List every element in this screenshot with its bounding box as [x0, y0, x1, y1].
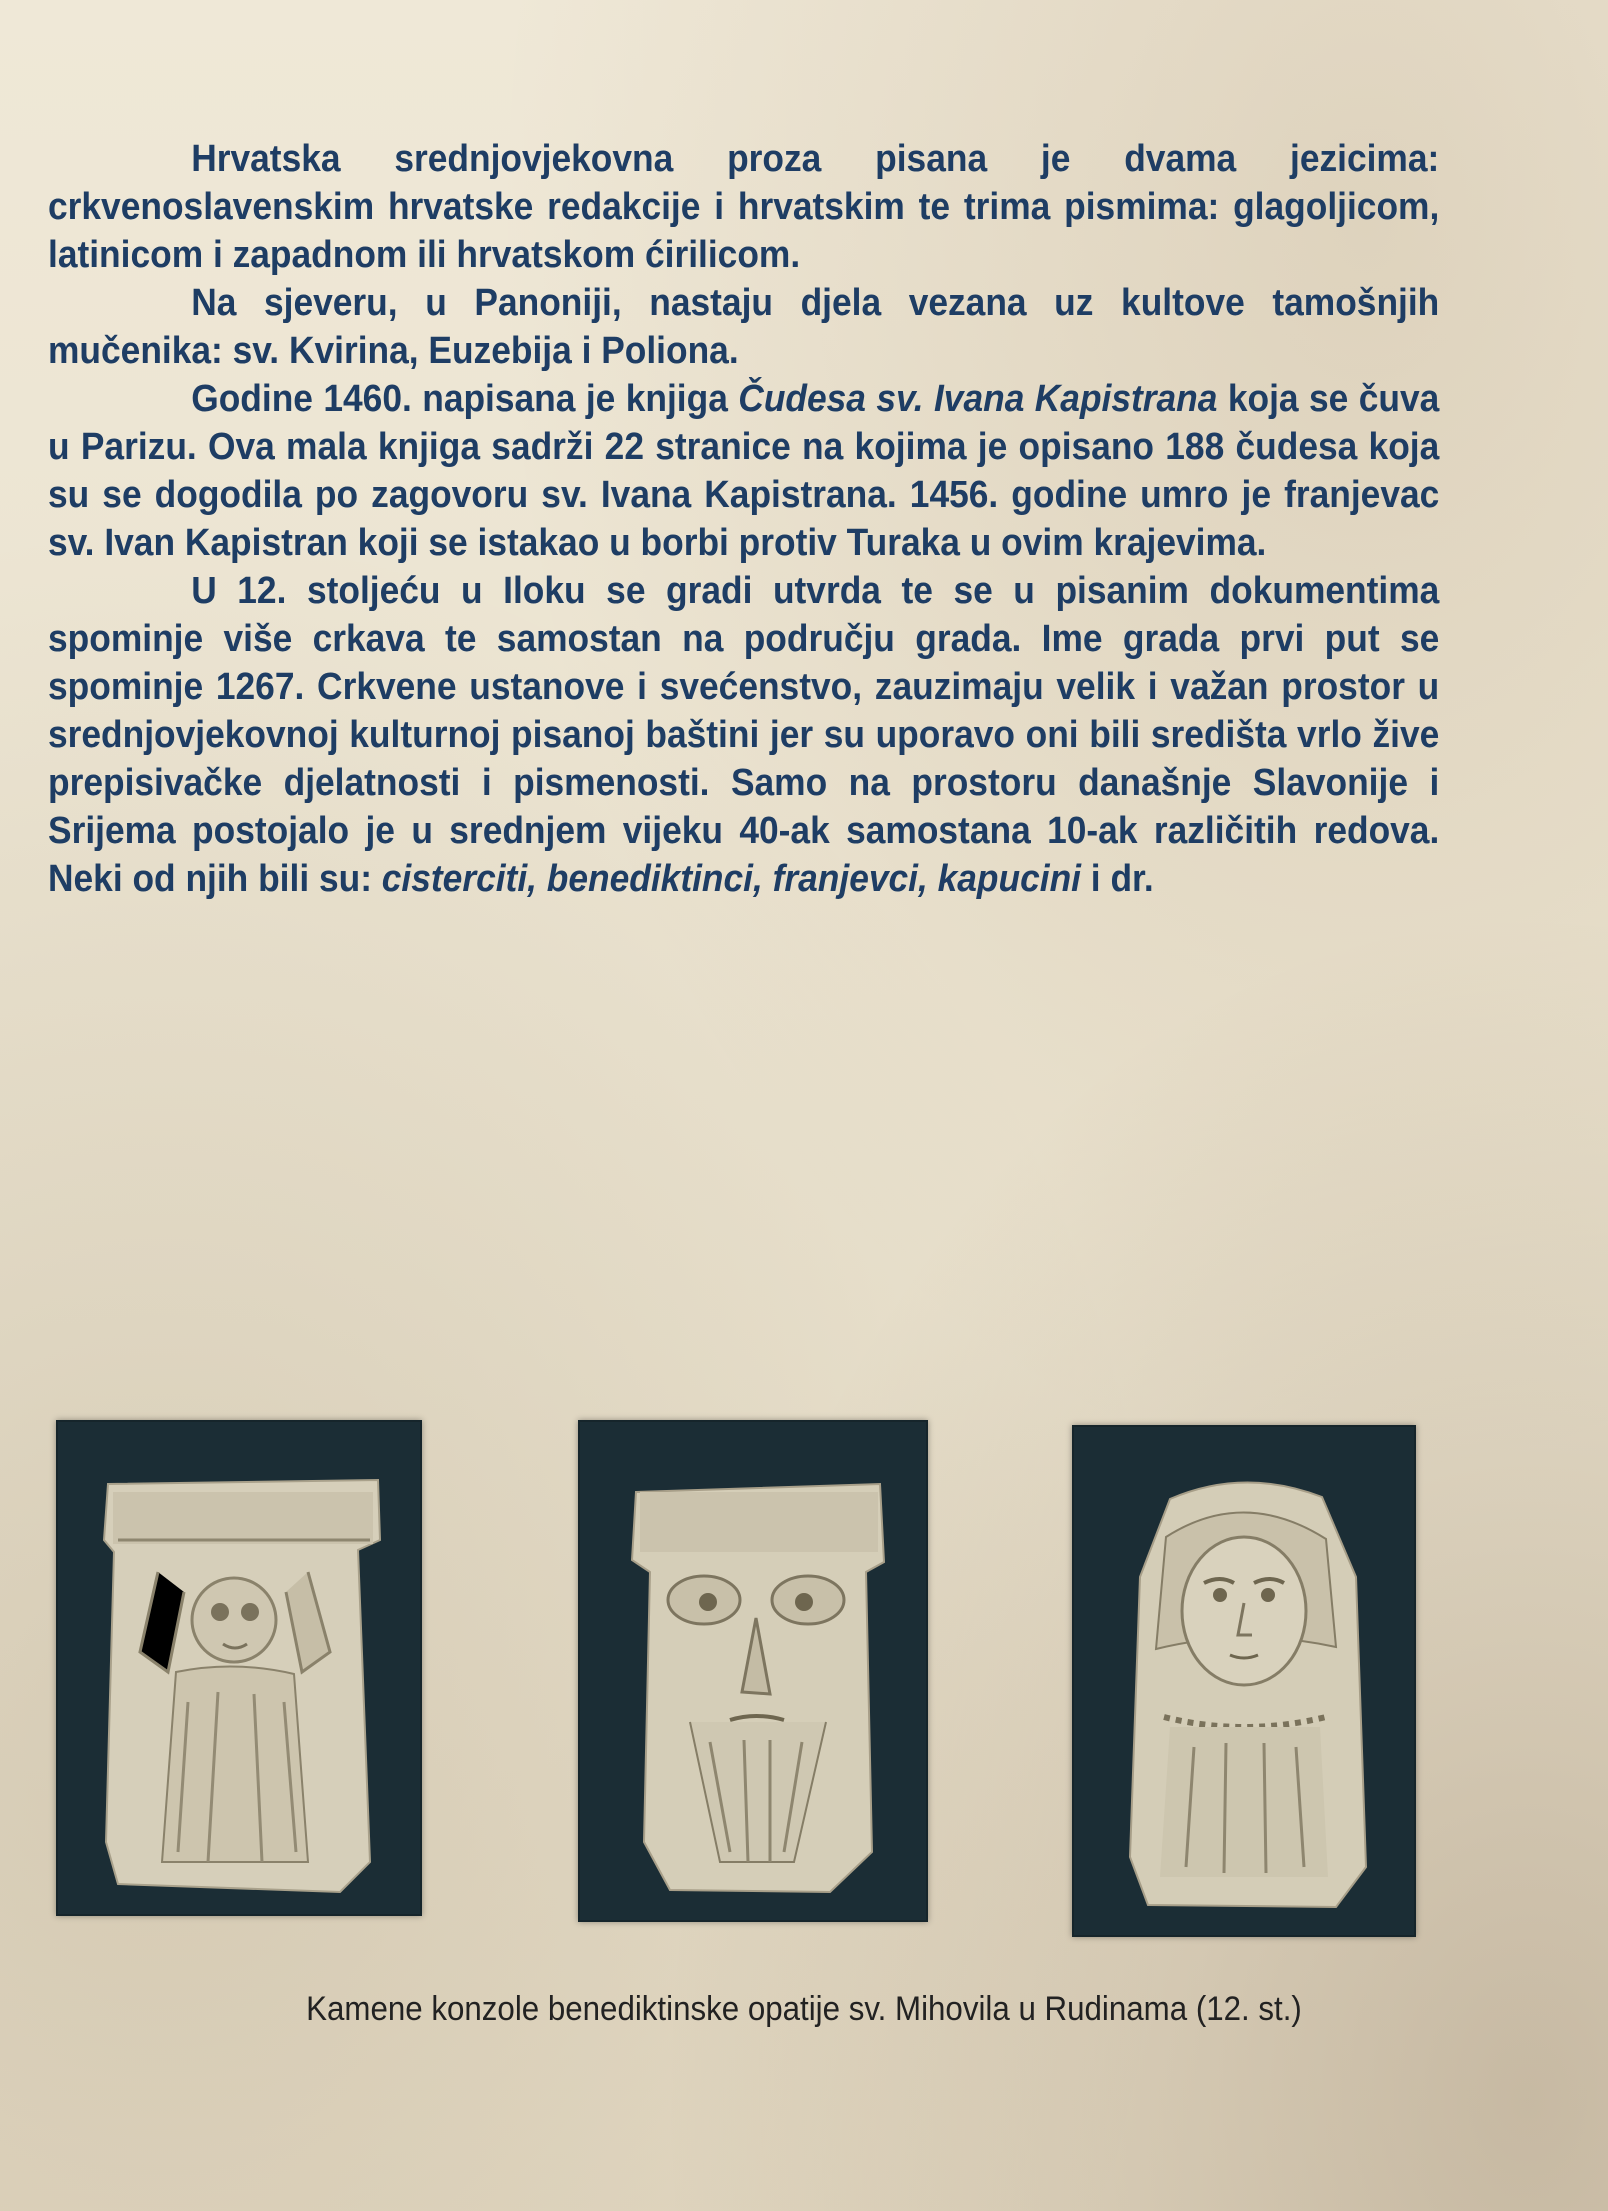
paragraph-text: Hrvatska srednjovjekovna proza pisana je dvama jezicima: crkvenoslavenskim hrvatske redakcije i hrvatskim te trima pismima: glagoljicom, latinicom i zapadnom ili hrvatskom ćirilicom. [48, 138, 1440, 276]
paragraph-text: Na sjeveru, u Panoniji, nastaju djela vezana uz kultove tamošnjih mučenika: sv. Kvirina, Euzebija i Poliona. [48, 282, 1440, 372]
paragraph-1 [48, 135, 1439, 279]
photo-stone-console-2 [578, 1420, 928, 1922]
figure-caption: Kamene konzole benediktinske opatije sv. Mihovila u Rudinama (12. st.) [306, 1990, 1302, 2028]
stone-console-hooded-image [1074, 1427, 1414, 1935]
paragraph-text: U 12. stoljeću u Iloku se gradi utvrda te se u pisanim dokumentima spominje više crkava te samostan na području grada. Ime grada prvi put se spominje 1267. Crkvene ustanove i svećenstvo, zauzimaju velik i važan prostor u srednjovjekovnoj kulturnoj pisanoj baštini jer su uporavo oni bili središta vrlo žive prepisivačke djelatnosti i pismenosti. Samo na prostoru današnje Slavonije i Srijema postojalo je u srednjem vijeku 40-ak samostana 10-ak različitih redova. Neki od njih bili su: [48, 570, 1440, 900]
paragraph-text: koja se čuva u Parizu. Ova mala knjiga sadrži 22 stranice na kojima je opisano 188 čudesa koja su se dogodila po zagovoru sv. Ivana Kapistrana. 1456. godine umro je franjevac sv. Ivan Kapistran koji se istakao u borbi protiv Turaka u ovim krajevima. [48, 378, 1440, 564]
monastic-orders: cisterciti, benediktinci, franjevci, kapucini [381, 858, 1081, 900]
stone-console-figure-image [58, 1422, 420, 1914]
paragraph-3 [48, 375, 1439, 567]
stone-console-face-image [580, 1422, 926, 1920]
paragraph-2 [48, 279, 1439, 375]
paragraph-text: Godine 1460. napisana je knjiga [191, 378, 739, 420]
photo-stone-console-3 [1072, 1425, 1416, 1937]
paragraph-4 [48, 567, 1439, 903]
body-text [48, 135, 1439, 903]
book-title: Čudesa sv. Ivana Kapistrana [738, 378, 1218, 420]
paragraph-text: i dr. [1080, 858, 1154, 900]
photo-stone-console-1 [56, 1420, 422, 1916]
